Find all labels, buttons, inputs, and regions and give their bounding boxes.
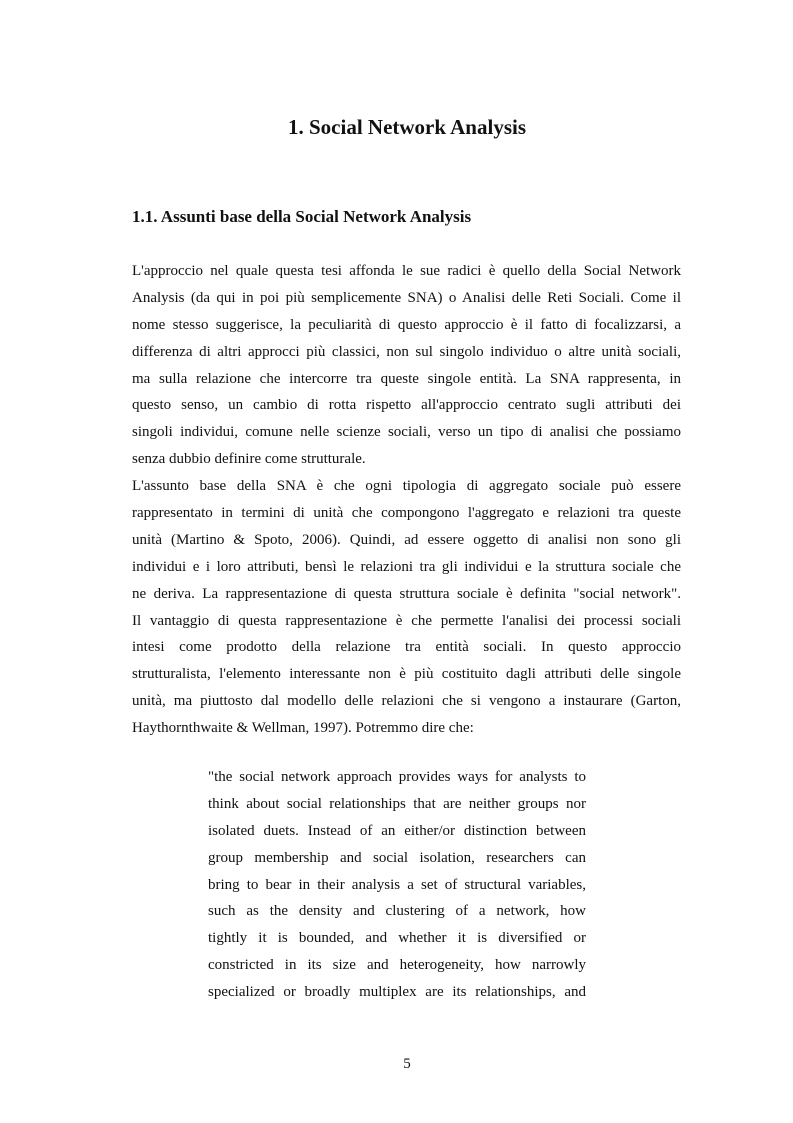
body-line: L'assunto base della SNA è che ogni tipologia di aggregato sociale può essere bbox=[132, 478, 681, 495]
quote-line: tightly it is bounded, and whether it is diversified or bbox=[208, 930, 586, 947]
body-line: strutturalista, l'elemento interessante non è più costituito dagli attributi delle singole bbox=[132, 666, 681, 683]
body-line: senza dubbio definire come strutturale. bbox=[132, 451, 366, 468]
body-line: intesi come prodotto della relazione tra entità sociali. In questo approccio bbox=[132, 639, 681, 656]
body-line: L'approccio nel quale questa tesi affonda le sue radici è quello della Social Network bbox=[132, 263, 681, 279]
body-line: nome stesso suggerisce, la peculiarità di questo approccio è il fatto di focalizzarsi, a bbox=[132, 316, 681, 333]
body-line: questo senso, un cambio di rotta rispetto all'approccio centrato sugli attributi dei bbox=[132, 397, 681, 414]
body-line: differenza di altri approcci più classici, non sul singolo individuo o altre unità sociali, bbox=[132, 343, 681, 360]
section-title: 1.1. Assunti base della Social Network Analysis bbox=[132, 207, 472, 226]
quote-line: think about social relationships that are neither groups nor bbox=[208, 795, 586, 812]
quote-line: specialized or broadly multiplex are its relationships, and bbox=[208, 984, 586, 1001]
quote-line: group membership and social isolation, researchers can bbox=[208, 849, 586, 866]
body-line: unità (Martino & Spoto, 2006). Quindi, ad essere oggetto di analisi non sono gli bbox=[132, 531, 681, 548]
body-line: Il vantaggio di questa rappresentazione è che permette l'analisi dei processi sociali bbox=[132, 612, 681, 629]
quote-line: constricted in its size and heterogeneity, how narrowly bbox=[208, 957, 586, 974]
block-quote bbox=[208, 764, 586, 1006]
body-line: ma sulla relazione che intercorre tra queste singole entità. La SNA rappresenta, in bbox=[132, 370, 681, 387]
quote-line: such as the density and clustering of a network, how bbox=[208, 903, 586, 920]
body-text bbox=[132, 258, 681, 742]
body-line: ne deriva. La rappresentazione di questa struttura sociale è definita "social network". bbox=[132, 585, 681, 602]
quote-line: "the social network approach provides ways for analysts to bbox=[208, 769, 586, 785]
page-number: 5 bbox=[403, 1056, 411, 1072]
body-line: unità, ma piuttosto dal modello delle relazioni che si vengono a instaurare (Garton, bbox=[132, 693, 681, 710]
quote-line: isolated duets. Instead of an either/or distinction between bbox=[208, 822, 586, 839]
chapter-title: 1. Social Network Analysis bbox=[287, 115, 526, 139]
body-line: Haythornthwaite & Wellman, 1997). Potremmo dire che: bbox=[132, 720, 474, 737]
body-line: individui e i loro attributi, bensì le relazioni tra gli individui e la struttura sociale che bbox=[132, 558, 681, 575]
quote-line: bring to bear in their analysis a set of structural variables, bbox=[208, 876, 586, 893]
body-line: Analysis (da qui in poi più semplicemente SNA) o Analisi delle Reti Sociali. Come il bbox=[132, 289, 681, 306]
body-line: singoli individui, comune nelle scienze sociali, verso un tipo di analisi che possiamo bbox=[132, 424, 681, 441]
body-line: rappresentato in termini di unità che compongono l'aggregato e relazioni tra queste bbox=[132, 505, 681, 522]
